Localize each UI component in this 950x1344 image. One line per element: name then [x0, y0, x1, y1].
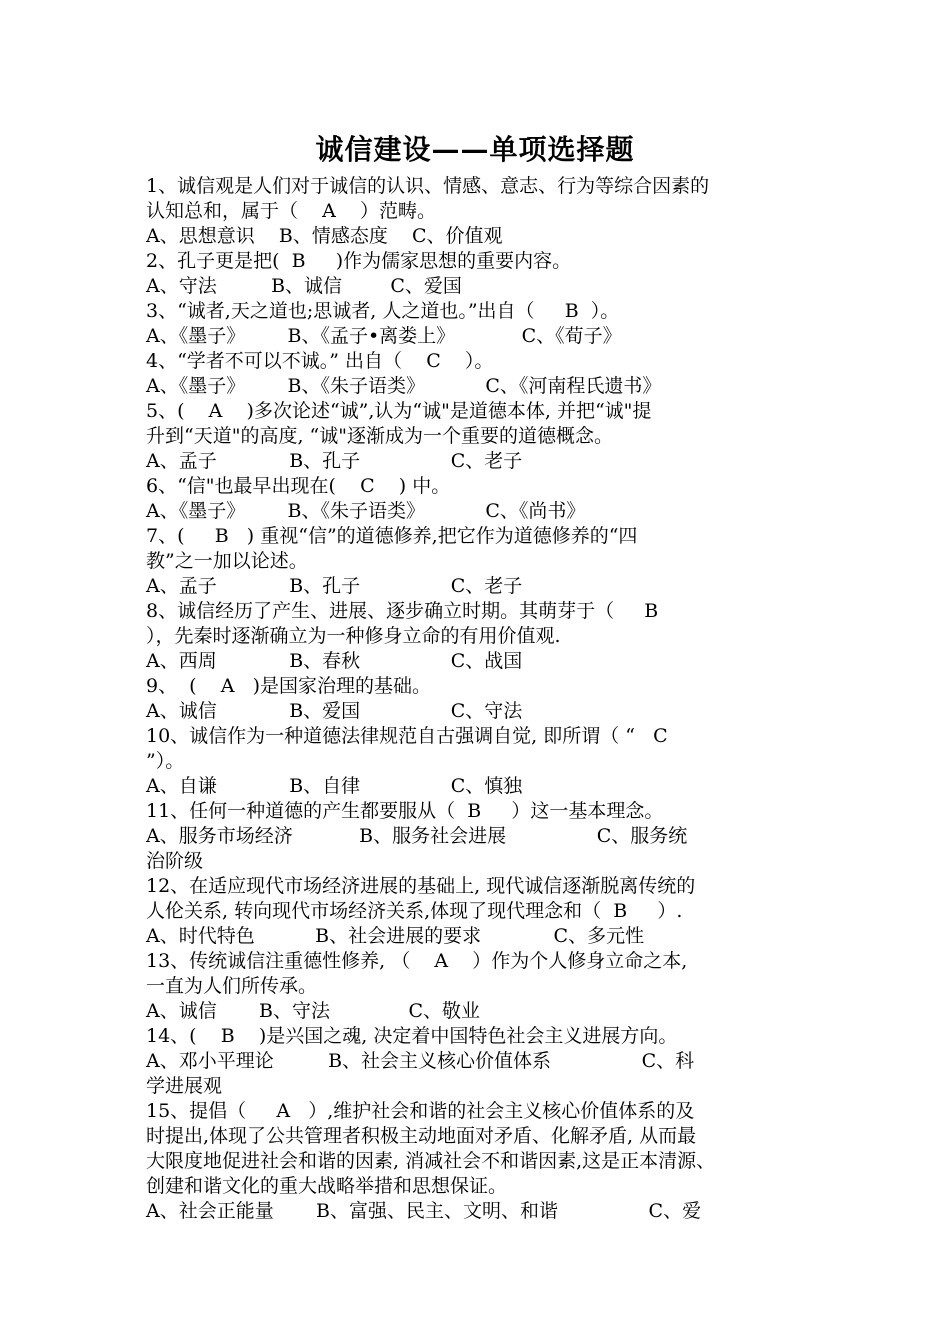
text-line: ），先秦时逐渐确立为一种修身立命的有用价值观.: [146, 625, 561, 647]
text-line: A、西周 B、春秋 C、战国: [146, 650, 523, 672]
text-line: A、社会正能量 B、富强、民主、文明、和谐 C、爱: [146, 1200, 702, 1222]
text-line: A、思想意识 B、情感态度 C、价值观: [146, 225, 503, 247]
text-line: ”）。: [146, 750, 185, 772]
text-line: 8、诚信经历了产生、进展、逐步确立时期。其萌芽于（ B: [146, 600, 659, 622]
text-line: A、孟子 B、孔子 C、老子: [146, 450, 523, 472]
text-line: A、《墨子》 B、《朱子语类》 C、《尚书》: [146, 500, 586, 522]
text-line: A、孟子 B、孔子 C、老子: [146, 575, 523, 597]
text-line: 人伦关系, 转向现代市场经济关系,体现了现代理念和（ B ）.: [146, 900, 683, 922]
text-line: 3、“诚者,天之道也;思诚者, 人之道也。”出自（ B ）。: [146, 300, 620, 322]
text-line: A、诚信 B、爱国 C、守法: [146, 700, 523, 722]
text-line: 认知总和，属于（ A ）范畴。: [146, 200, 437, 222]
text-line: A、守法 B、诚信 C、爱国: [146, 275, 462, 297]
text-line: A、自谦 B、自律 C、慎独: [146, 775, 523, 797]
text-line: 6、“信"也最早出现在( C ) 中。: [146, 475, 451, 497]
text-line: 升到“天道"的高度, “诚"逐渐成为一个重要的道德概念。: [146, 425, 613, 447]
text-line: 1、诚信观是人们对于诚信的认识、情感、意志、行为等综合因素的: [146, 175, 710, 197]
text-line: 4、“学者不可以不诚。” 出自（ C ）。: [146, 350, 494, 372]
page-title: 诚信建设——单项选择题: [315, 133, 635, 166]
text-line: 大限度地促进社会和谐的因素, 消减社会不和谐因素,这是正本清源、: [146, 1150, 716, 1172]
text-line: 7、( B ) 重视“信”的道德修养,把它作为道德修养的“四: [146, 525, 638, 547]
text-line: 学进展观: [146, 1075, 223, 1097]
text-line: 一直为人们所传承。: [146, 975, 318, 997]
text-line: A、《墨子》 B、《孟子•离娄上》 C、《荀子》: [146, 325, 622, 347]
text-line: 13、传统诚信注重德性修养, （ A ）作为个人修身立命之本,: [146, 950, 688, 972]
text-line: 14、( B )是兴国之魂, 决定着中国特色社会主义进展方向。: [146, 1025, 678, 1047]
text-line: A、《墨子》 B、《朱子语类》 C、《河南程氏遗书》: [146, 375, 662, 397]
text-line: 2、孔子更是把( B )作为儒家思想的重要内容。: [146, 250, 572, 272]
text-line: 15、提倡（ A ）,维护社会和谐的社会主义核心价值体系的及: [146, 1100, 695, 1122]
text-line: 教”之一加以论述。: [146, 550, 308, 572]
text-line: 9、 ( A )是国家治理的基础。: [146, 675, 431, 697]
text-line: A、邓小平理论 B、社会主义核心价值体系 C、科: [146, 1050, 695, 1072]
text-line: 创建和谐文化的重大战略举措和思想保证。: [146, 1175, 508, 1197]
text-line: 11、任何一种道德的产生都要服从（ B ）这一基本理念。: [146, 800, 664, 822]
text-line: 12、在适应现代市场经济进展的基础上, 现代诚信逐渐脱离传统的: [146, 875, 696, 897]
text-line: A、服务市场经济 B、服务社会进展 C、服务统: [146, 825, 688, 847]
text-line: 10、诚信作为一种道德法律规范自古强调自觉, 即所谓（ “ C: [146, 725, 668, 747]
text-line: 治阶级: [146, 850, 204, 872]
text-line: A、诚信 B、守法 C、敬业: [146, 1000, 481, 1022]
text-line: A、时代特色 B、社会进展的要求 C、多元性: [146, 925, 645, 947]
text-line: 时提出,体现了公共管理者积极主动地面对矛盾、化解矛盾, 从而最: [146, 1125, 697, 1147]
question-list: [146, 174, 826, 1224]
text-line: 5、( A )多次论述“诚”,认为“诚"是道德本体, 并把“诚"提: [146, 400, 652, 422]
